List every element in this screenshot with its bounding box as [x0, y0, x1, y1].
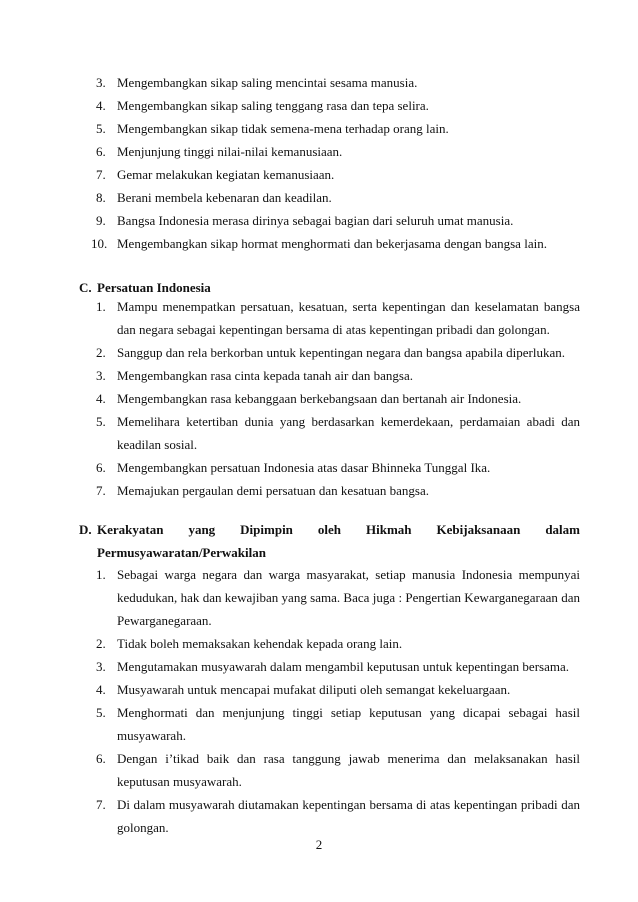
list-item: [96, 678, 580, 701]
list-item-number: 6.: [96, 460, 106, 475]
list-item: [96, 747, 580, 793]
list-item-text: Gemar melakukan kegiatan kemanusiaan.: [117, 167, 335, 182]
page-number: 2: [315, 837, 323, 852]
list-item: [91, 232, 580, 255]
list-item: [96, 632, 580, 655]
list-item-text: Sanggup dan rela berkorban untuk kepentingan negara dan bangsa apabila diperlukan.: [117, 345, 565, 360]
list-item-text: Mengembangkan rasa cinta kepada tanah air dan bangsa.: [117, 368, 413, 383]
list-item: [96, 186, 580, 209]
continued-list: [91, 71, 580, 255]
section-letter: D.: [79, 522, 92, 537]
list-item: [96, 295, 580, 341]
list-item: [96, 117, 580, 140]
list-item-number: 7.: [96, 167, 106, 182]
list-item: [96, 209, 580, 232]
list-item-number: 7.: [96, 797, 106, 812]
list-item-number: 7.: [96, 483, 106, 498]
list-item-number: 3.: [96, 368, 106, 383]
section-d-heading: [79, 518, 580, 564]
list-item-number: 4.: [96, 682, 106, 697]
list-item-number: 4.: [96, 391, 106, 406]
list-item-text: Mengembangkan sikap saling tenggang rasa dan tepa selira.: [117, 98, 429, 113]
list-item-text: Mengembangkan sikap hormat menghormati dan bekerjasama dengan bangsa lain.: [117, 236, 547, 251]
section-letter: C.: [79, 280, 92, 295]
list-item-text: Mengembangkan sikap saling mencintai sesama manusia.: [117, 75, 418, 90]
list-item-number: 2.: [96, 345, 106, 360]
list-item: [96, 410, 580, 456]
list-item: [96, 456, 580, 479]
list-item-text: Berani membela kebenaran dan keadilan.: [117, 190, 332, 205]
list-item-number: 6.: [96, 751, 106, 766]
list-item: [96, 364, 580, 387]
list-item: [96, 94, 580, 117]
list-item-text: Mengembangkan sikap tidak semena-mena terhadap orang lain.: [117, 121, 449, 136]
list-item-number: 5.: [96, 705, 106, 720]
list-item-number: 2.: [96, 636, 106, 651]
list-item-text: Mampu menempatkan persatuan, kesatuan, serta kepentingan dan keselamatan bangsa dan negara sebagai kepentingan bersama di atas kepentingan pribadi dan golongan.: [117, 299, 580, 337]
list-item-number: 5.: [96, 414, 106, 429]
list-item-number: 6.: [96, 144, 106, 159]
list-item-number: 1.: [96, 299, 106, 314]
list-item-text: Memelihara ketertiban dunia yang berdasarkan kemerdekaan, perdamaian abadi dan keadilan sosial.: [117, 414, 580, 452]
list-item-text: Tidak boleh memaksakan kehendak kepada orang lain.: [117, 636, 403, 651]
list-item-text: Memajukan pergaulan demi persatuan dan kesatuan bangsa.: [117, 483, 430, 498]
list-item-text: Musyawarah untuk mencapai mufakat diliputi oleh semangat kekeluargaan.: [117, 682, 511, 697]
list-item-text: Mengembangkan rasa kebanggaan berkebangsaan dan bertanah air Indonesia.: [117, 391, 522, 406]
list-item: [96, 71, 580, 94]
list-item-number: 10.: [91, 236, 108, 251]
list-item-text: Mengembangkan persatuan Indonesia atas dasar Bhinneka Tunggal Ika.: [117, 460, 491, 475]
list-item-text: Mengutamakan musyawarah dalam mengambil keputusan untuk kepentingan bersama.: [117, 659, 569, 674]
list-item: [96, 563, 580, 632]
list-item: [96, 341, 580, 364]
list-item: [96, 701, 580, 747]
list-item-number: 5.: [96, 121, 106, 136]
section-c-list: [96, 295, 580, 502]
list-item-text: Bangsa Indonesia merasa dirinya sebagai bagian dari seluruh umat manusia.: [117, 213, 514, 228]
list-item: [96, 479, 580, 502]
section-title: Kerakyatan yang Dipimpin oleh Hikmah Kebijaksanaan dalam Permusyawaratan/Perwakilan: [97, 522, 580, 560]
list-item-number: 1.: [96, 567, 106, 582]
list-item-text: Dengan i’tikad baik dan rasa tanggung jawab menerima dan melaksanakan hasil keputusan musyawarah.: [117, 751, 580, 789]
section-d-list: [96, 563, 580, 839]
list-item-number: 3.: [96, 659, 106, 674]
list-item-number: 9.: [96, 213, 106, 228]
list-item-text: Menghormati dan menjunjung tinggi setiap keputusan yang dicapai sebagai hasil musyawarah.: [117, 705, 580, 743]
list-item-text: Sebagai warga negara dan warga masyarakat, setiap manusia Indonesia mempunyai kedudukan, hak dan kewajiban yang sama. Baca juga : Pengertian Kewarganegaraan dan Pewarganegaraan.: [117, 567, 580, 628]
list-item-text: Menjunjung tinggi nilai-nilai kemanusiaan.: [117, 144, 343, 159]
list-item: [96, 655, 580, 678]
list-item-number: 8.: [96, 190, 106, 205]
list-item: [96, 387, 580, 410]
section-title: Persatuan Indonesia: [97, 280, 211, 295]
list-item: [96, 140, 580, 163]
list-item-number: 3.: [96, 75, 106, 90]
list-item-text: Di dalam musyawarah diutamakan kepentingan bersama di atas kepentingan pribadi dan golongan.: [117, 797, 580, 835]
list-item: [96, 163, 580, 186]
list-item-number: 4.: [96, 98, 106, 113]
